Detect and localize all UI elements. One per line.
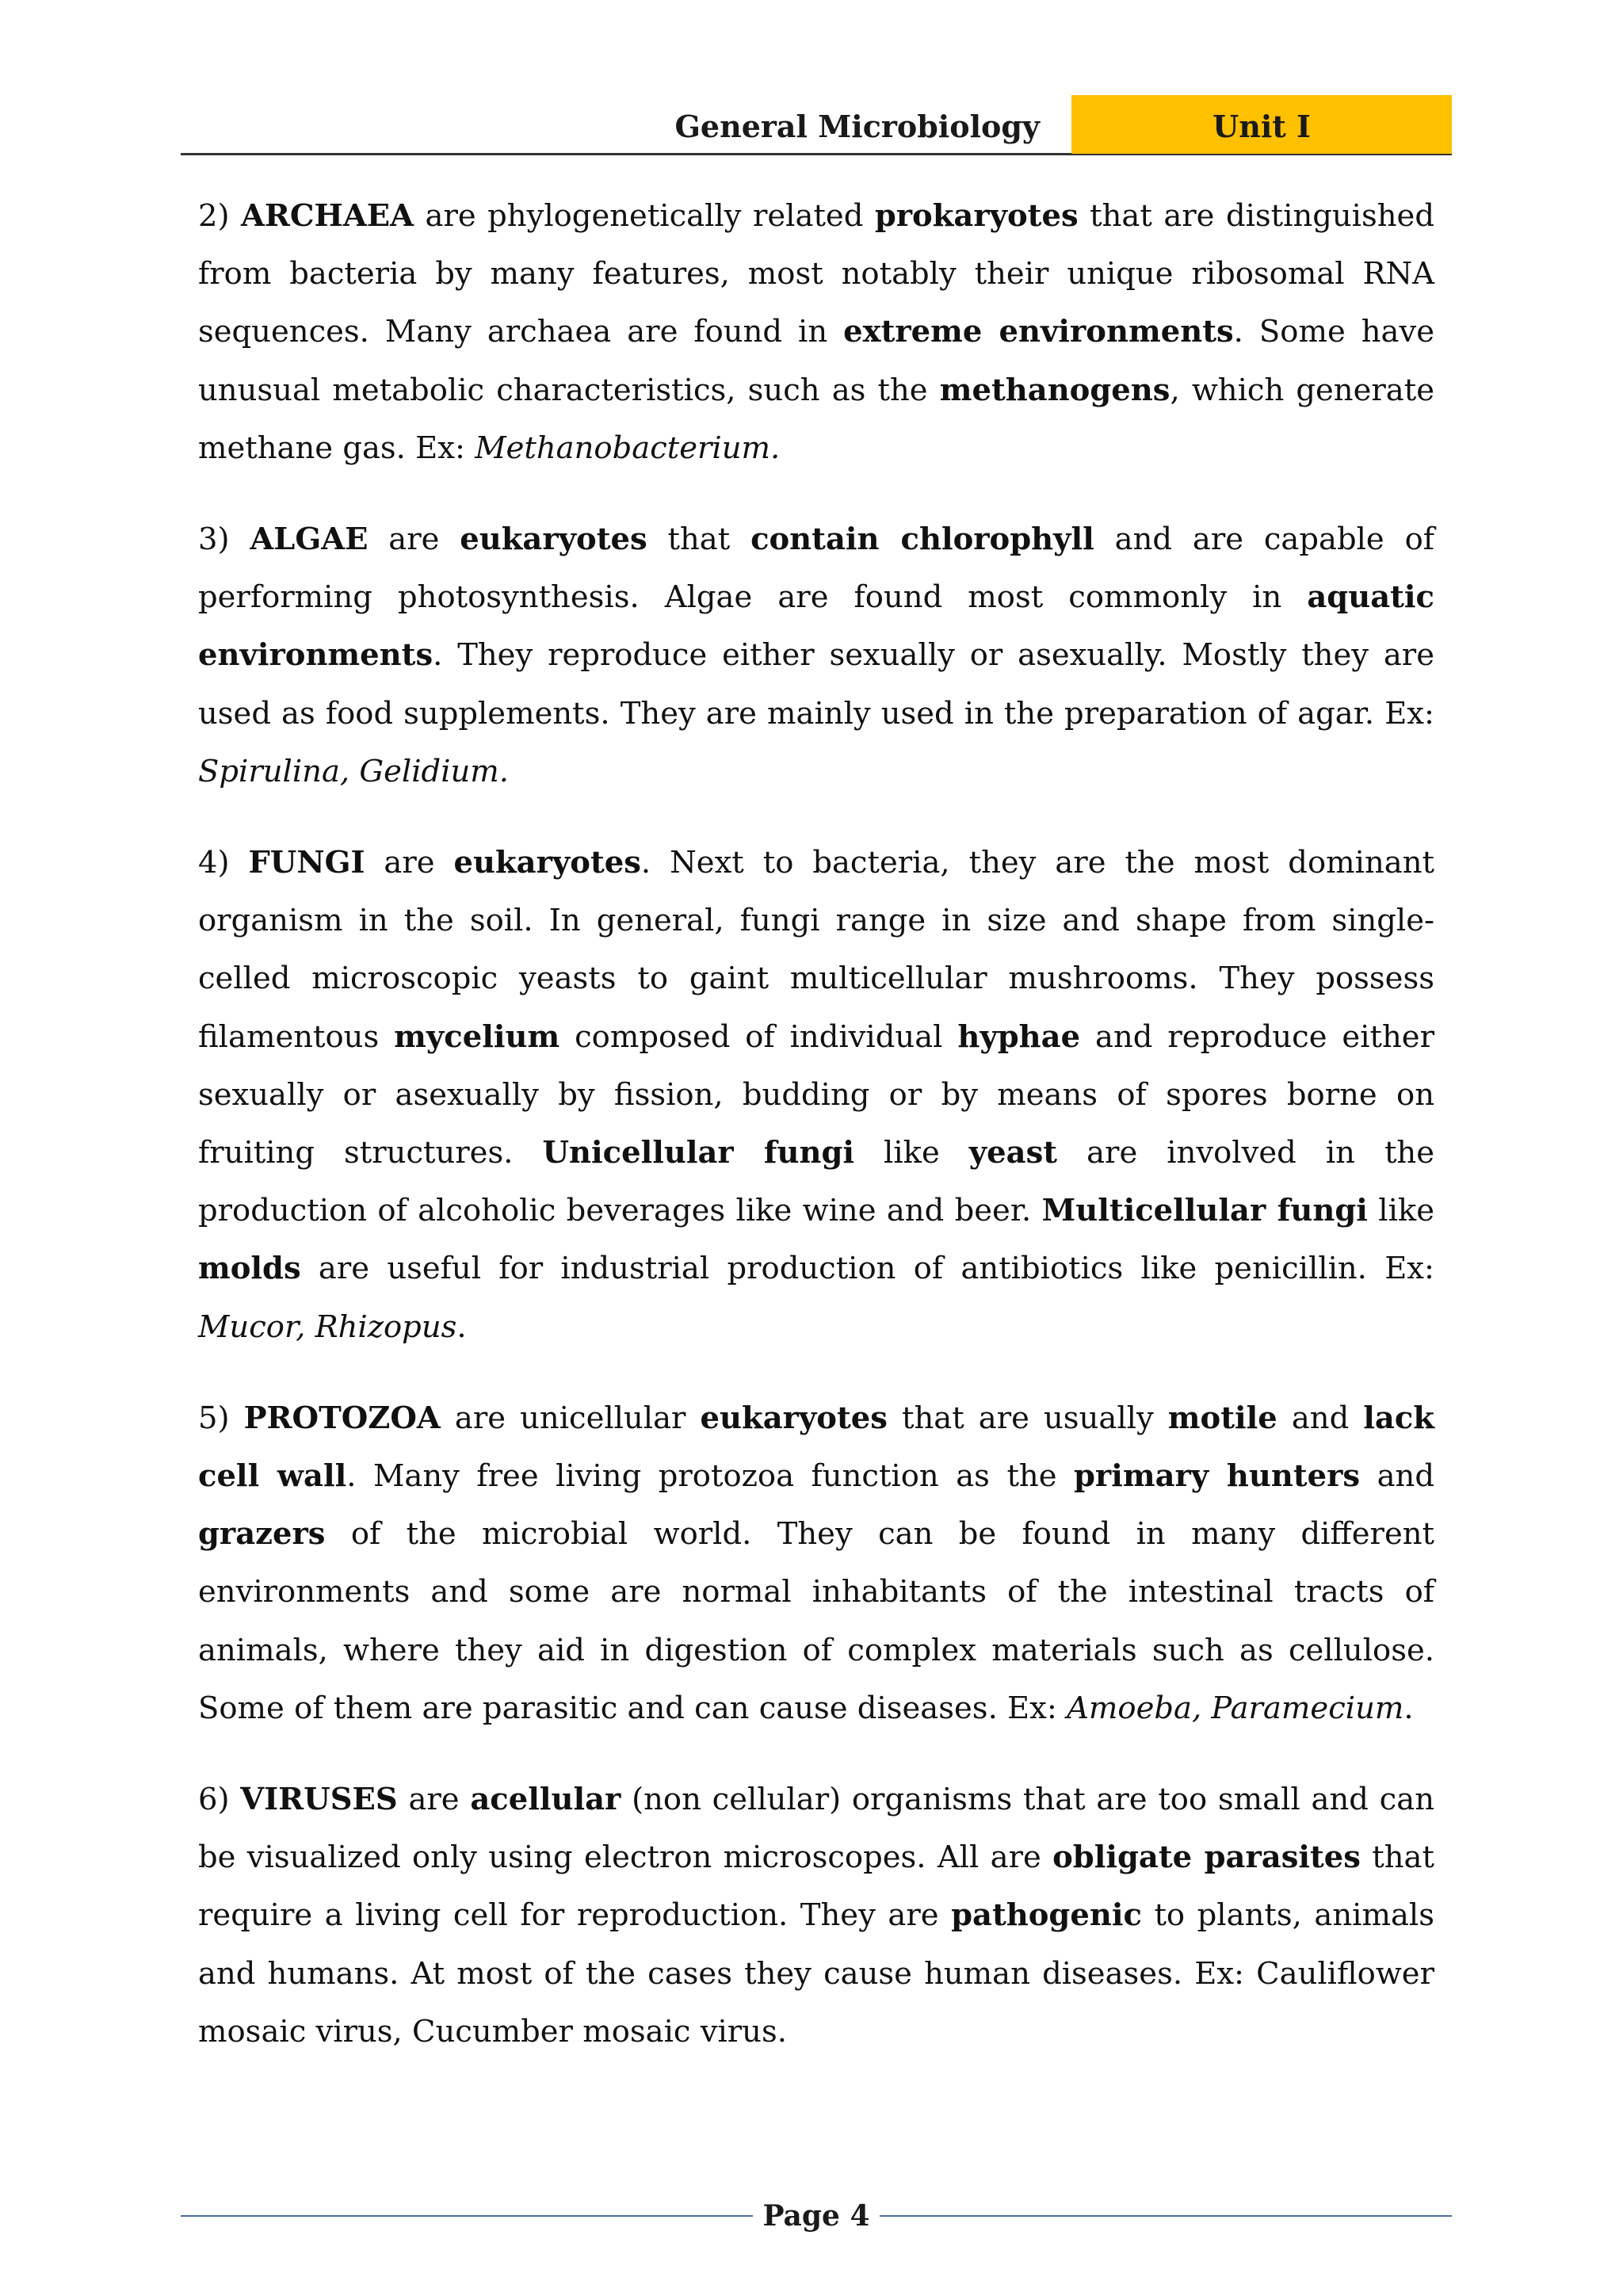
text-run: are involved in the production of alcoholic beverages like wine and beer. bbox=[198, 1135, 1435, 1229]
bold-term: Unicellular fungi bbox=[542, 1135, 854, 1171]
text-run: . bbox=[456, 1308, 467, 1345]
unit-badge: Unit I bbox=[1071, 95, 1452, 154]
text-run: and bbox=[1277, 1400, 1364, 1436]
paragraph-algae bbox=[198, 510, 1434, 800]
paragraph-protozoa bbox=[198, 1389, 1434, 1737]
bold-term: ARCHAEA bbox=[241, 198, 414, 234]
text-run: 2) bbox=[198, 198, 242, 234]
text-run: are phylogenetically related bbox=[414, 198, 875, 234]
italic-example: Amoeba, Paramecium bbox=[1067, 1690, 1404, 1726]
bold-term: eukaryotes bbox=[453, 845, 641, 881]
bold-term: acellular bbox=[470, 1782, 621, 1818]
italic-example: Mucor, Rhizopus bbox=[198, 1308, 457, 1345]
text-run: and are capable of performing photosynthesis. Algae are found most commonly in bbox=[198, 521, 1434, 616]
bold-term: methanogens bbox=[939, 372, 1170, 408]
text-run: that are usually bbox=[887, 1400, 1168, 1436]
text-run: of the microbial world. They can be found in many different environments and some are normal inhabitants of the intestinal tracts of animals, where they aid in digestion of complex materials such as cellulose. Some of them are parasitic and can cause diseases. Ex: bbox=[198, 1516, 1434, 1726]
text-run: , which generate methane gas. Ex: bbox=[198, 372, 1435, 466]
text-run: and bbox=[1360, 1458, 1434, 1495]
text-run: . Many free living protozoa function as the bbox=[346, 1458, 1075, 1495]
text-run: that bbox=[647, 521, 751, 558]
text-run: . They reproduce either sexually or asexually. Mostly they are used as food supplements. They are mainly used in the preparation of agar. Ex: bbox=[198, 637, 1434, 732]
bold-term: extreme environments bbox=[843, 314, 1234, 350]
italic-example: Methanobacterium. bbox=[475, 430, 781, 466]
text-run: 3) bbox=[198, 521, 250, 558]
bold-term: contain chlorophyll bbox=[750, 521, 1094, 558]
bold-term: FUNGI bbox=[248, 845, 365, 881]
bold-term: mycelium bbox=[394, 1018, 560, 1055]
bold-term: hyphae bbox=[957, 1018, 1081, 1055]
text-run: are useful for industrial production of antibiotics like penicillin. Ex: bbox=[300, 1251, 1434, 1287]
text-run: are bbox=[365, 845, 454, 881]
text-run: 6) bbox=[198, 1782, 241, 1818]
text-run: like bbox=[854, 1135, 969, 1171]
text-run: to plants, animals and humans. At most of the cases they cause human diseases. Ex: Cauliflower mosaic virus, Cucumber mosaic virus. bbox=[198, 1897, 1434, 2050]
footer-rule-left bbox=[181, 2215, 753, 2217]
paragraph-viruses bbox=[198, 1771, 1434, 2061]
bold-term: pathogenic bbox=[951, 1897, 1142, 1934]
bold-term: grazers bbox=[198, 1516, 326, 1553]
bold-term: prokaryotes bbox=[874, 198, 1079, 234]
text-run: (non cellular) organisms that are too small and can be visualized only using electron microscopes. All are bbox=[198, 1782, 1434, 1876]
header-title: General Microbiology bbox=[674, 109, 1040, 144]
italic-example: Spirulina, Gelidium. bbox=[198, 753, 510, 789]
bold-term: ALGAE bbox=[250, 521, 369, 558]
text-run: composed of individual bbox=[559, 1018, 958, 1055]
bold-term: eukaryotes bbox=[460, 521, 647, 558]
text-run: are bbox=[368, 521, 460, 558]
document-body bbox=[198, 187, 1434, 2094]
bold-term: lack cell wall bbox=[198, 1400, 1434, 1495]
bold-term: obligate parasites bbox=[1052, 1839, 1361, 1876]
bold-term: yeast bbox=[968, 1135, 1058, 1171]
page-number: Page 4 bbox=[762, 2199, 870, 2233]
text-run: . Next to bacteria, they are the most dominant organism in the soil. In general, fungi range in size and shape from single-celled microscopic yeasts to gaint multicellular mushrooms. They possess filamentous bbox=[198, 845, 1434, 1055]
text-run: and reproduce either sexually or asexually by fission, budding or by means of spores borne on fruiting structures. bbox=[198, 1018, 1434, 1171]
page-header bbox=[181, 95, 1452, 155]
text-run: . Some have unusual metabolic characteristics, such as the bbox=[198, 314, 1435, 408]
bold-term: molds bbox=[198, 1251, 301, 1287]
paragraph-fungi bbox=[198, 834, 1434, 1356]
bold-term: motile bbox=[1167, 1400, 1277, 1436]
page-footer bbox=[181, 2192, 1452, 2240]
text-run: 5) bbox=[198, 1400, 244, 1436]
bold-term: VIRUSES bbox=[240, 1782, 398, 1818]
bold-term: aquatic environments bbox=[198, 579, 1434, 674]
bold-term: eukaryotes bbox=[700, 1400, 888, 1436]
footer-rule-right bbox=[880, 2215, 1452, 2217]
text-run: are bbox=[397, 1782, 471, 1818]
text-run: that require a living cell for reproduction. They are bbox=[198, 1839, 1434, 1934]
bold-term: primary hunters bbox=[1074, 1458, 1361, 1495]
text-run: like bbox=[1367, 1193, 1434, 1229]
text-run: are unicellular bbox=[440, 1400, 701, 1436]
text-run: . bbox=[1403, 1690, 1414, 1726]
text-run: that are distinguished from bacteria by many features, most notably their unique ribosomal RNA sequences. Many archaea are found in bbox=[198, 198, 1434, 350]
bold-term: Multicellular fungi bbox=[1041, 1193, 1368, 1229]
paragraph-archaea bbox=[198, 187, 1434, 477]
text-run: 4) bbox=[198, 845, 249, 881]
bold-term: PROTOZOA bbox=[243, 1400, 441, 1436]
